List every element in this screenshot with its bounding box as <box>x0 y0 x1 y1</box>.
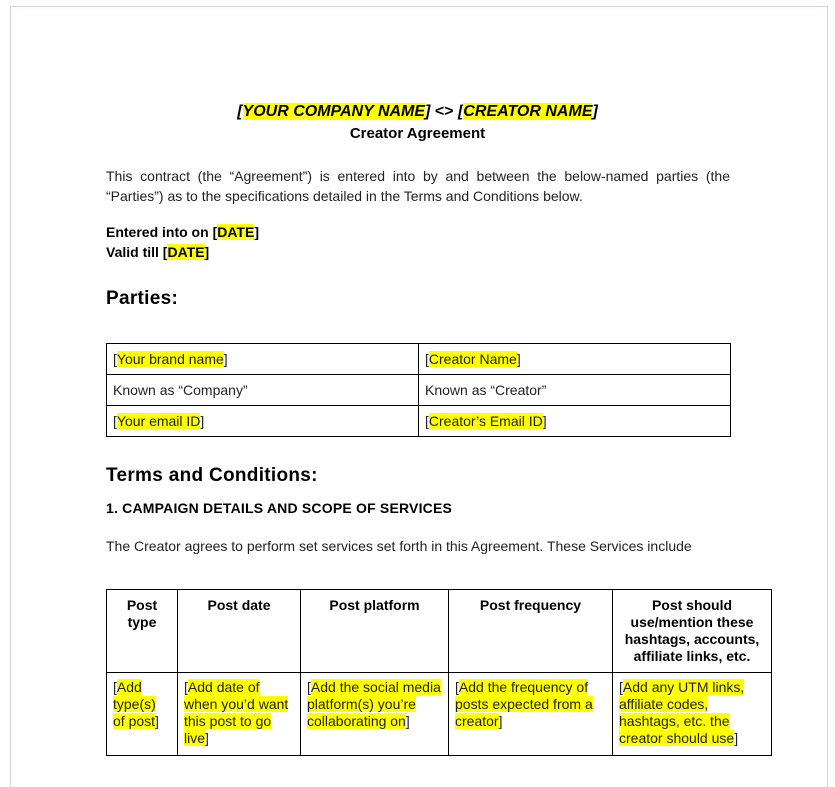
valid-date-placeholder[interactable]: [ DATE ] <box>163 244 209 260</box>
company-brand-cell[interactable]: [ Your brand name ] <box>107 344 419 375</box>
table-row <box>107 406 731 437</box>
header-post-mentions: Post should use/mention these hashtags, accounts, affiliate links, etc. <box>613 590 772 673</box>
header-post-platform: Post platform <box>301 590 449 673</box>
post-platform-cell[interactable]: [ Add the social media platform(s) you’re collaborating on ] <box>301 673 449 756</box>
document-title: [ YOUR COMPANY NAME ] <> [ CREATOR NAME ] <box>0 103 835 121</box>
post-frequency-cell[interactable]: [ Add the frequency of posts expected from a creator ] <box>449 673 613 756</box>
post-type-cell[interactable]: [ Add type(s) of post ] <box>107 673 178 756</box>
intro-paragraph: This contract (the “Agreement”) is entered into by and between the below-named parties (the “Parties”) as to the specifications detailed in the Terms and Conditions below. <box>106 168 730 204</box>
company-alias-cell: Known as “Company” <box>107 375 419 406</box>
company-name-placeholder[interactable]: [ YOUR COMPANY NAME ] <box>237 103 430 120</box>
post-date-cell[interactable]: [ Add date of when you’d want this post to go live ] <box>178 673 301 756</box>
creator-name-placeholder[interactable]: [ CREATOR NAME ] <box>458 103 598 120</box>
parties-table <box>106 343 731 437</box>
header-post-date: Post date <box>178 590 301 673</box>
parties-heading: Parties: <box>106 288 179 309</box>
table-row <box>107 673 772 756</box>
entered-date-line: Entered into on [ DATE ] <box>106 224 259 240</box>
document-subtitle: Creator Agreement <box>349 125 486 142</box>
creator-alias-cell: Known as “Creator” <box>419 375 731 406</box>
valid-date-line: Valid till [ DATE ] <box>106 244 209 260</box>
creator-email-cell[interactable]: [ Creator’s Email ID ] <box>419 406 731 437</box>
header-post-type: Post type <box>107 590 178 673</box>
table-row <box>107 375 731 406</box>
terms-heading: Terms and Conditions: <box>106 465 318 486</box>
header-post-frequency: Post frequency <box>449 590 613 673</box>
table-header-row <box>107 590 772 673</box>
entered-date-placeholder[interactable]: [ DATE ] <box>213 224 259 240</box>
company-email-cell[interactable]: [ Your email ID ] <box>107 406 419 437</box>
post-mentions-cell[interactable]: [ Add any UTM links, affiliate codes, hashtags, etc. the creator should use ] <box>613 673 772 756</box>
creator-name-cell[interactable]: [ Creator Name ] <box>419 344 731 375</box>
table-row <box>107 344 731 375</box>
section-1-text: The Creator agrees to perform set services set forth in this Agreement. These Services include <box>106 538 692 554</box>
section-1-heading: 1. CAMPAIGN DETAILS AND SCOPE OF SERVICES <box>106 500 453 516</box>
services-table <box>106 589 772 756</box>
